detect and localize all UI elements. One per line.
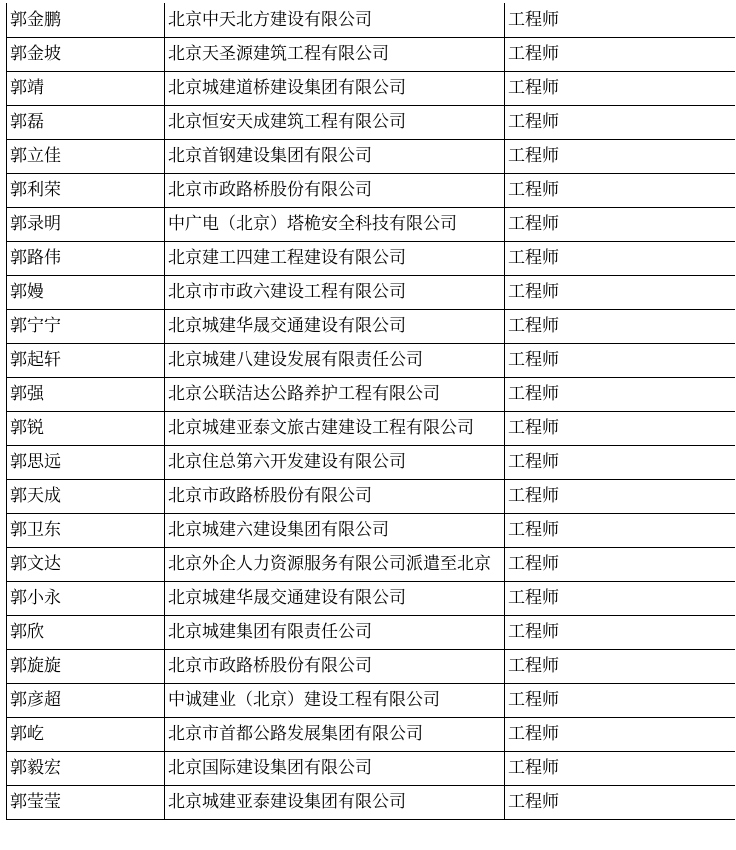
table-row <box>7 275 735 309</box>
name-cell: 郭磊 <box>7 105 165 139</box>
table-row <box>7 377 735 411</box>
table-row <box>7 71 735 105</box>
company-cell: 北京市政路桥股份有限公司 <box>165 173 505 207</box>
name-cell: 郭起轩 <box>7 343 165 377</box>
name-cell: 郭彦超 <box>7 683 165 717</box>
table-row <box>7 411 735 445</box>
name-cell: 郭卫东 <box>7 513 165 547</box>
name-cell: 郭锐 <box>7 411 165 445</box>
table-row <box>7 37 735 71</box>
table-row <box>7 207 735 241</box>
title-cell: 工程师 <box>505 309 735 343</box>
name-cell: 郭旋旋 <box>7 649 165 683</box>
title-cell: 工程师 <box>505 445 735 479</box>
name-cell: 郭文达 <box>7 547 165 581</box>
company-cell: 北京城建六建设集团有限公司 <box>165 513 505 547</box>
name-cell: 郭立佳 <box>7 139 165 173</box>
table-row <box>7 241 735 275</box>
table-row <box>7 615 735 649</box>
table-row <box>7 785 735 819</box>
title-cell: 工程师 <box>505 717 735 751</box>
company-cell: 中诚建业（北京）建设工程有限公司 <box>165 683 505 717</box>
company-cell: 北京市市政六建设工程有限公司 <box>165 275 505 309</box>
title-cell: 工程师 <box>505 139 735 173</box>
table-row <box>7 717 735 751</box>
company-cell: 北京恒安天成建筑工程有限公司 <box>165 105 505 139</box>
name-cell: 郭路伟 <box>7 241 165 275</box>
table-row <box>7 3 735 37</box>
company-cell: 北京城建亚泰建设集团有限公司 <box>165 785 505 819</box>
title-cell: 工程师 <box>505 615 735 649</box>
company-cell: 北京首钢建设集团有限公司 <box>165 139 505 173</box>
title-cell: 工程师 <box>505 683 735 717</box>
name-cell: 郭天成 <box>7 479 165 513</box>
name-cell: 郭宁宁 <box>7 309 165 343</box>
table-row <box>7 751 735 785</box>
table-row <box>7 479 735 513</box>
table-row <box>7 173 735 207</box>
table-row <box>7 343 735 377</box>
title-cell: 工程师 <box>505 479 735 513</box>
name-cell: 郭思远 <box>7 445 165 479</box>
table-row <box>7 547 735 581</box>
company-cell: 北京城建亚泰文旅古建建设工程有限公司 <box>165 411 505 445</box>
company-cell: 北京国际建设集团有限公司 <box>165 751 505 785</box>
company-cell: 北京中天北方建设有限公司 <box>165 3 505 37</box>
title-cell: 工程师 <box>505 3 735 37</box>
table-row <box>7 513 735 547</box>
title-cell: 工程师 <box>505 377 735 411</box>
table-row <box>7 581 735 615</box>
title-cell: 工程师 <box>505 275 735 309</box>
title-cell: 工程师 <box>505 649 735 683</box>
table-row <box>7 105 735 139</box>
company-cell: 北京市政路桥股份有限公司 <box>165 479 505 513</box>
name-cell: 郭莹莹 <box>7 785 165 819</box>
title-cell: 工程师 <box>505 513 735 547</box>
title-cell: 工程师 <box>505 173 735 207</box>
roster-table <box>6 3 735 820</box>
table-row <box>7 139 735 173</box>
company-cell: 北京建工四建工程建设有限公司 <box>165 241 505 275</box>
name-cell: 郭金坡 <box>7 37 165 71</box>
title-cell: 工程师 <box>505 411 735 445</box>
title-cell: 工程师 <box>505 547 735 581</box>
name-cell: 郭屹 <box>7 717 165 751</box>
company-cell: 北京城建华晟交通建设有限公司 <box>165 581 505 615</box>
name-cell: 郭金鹏 <box>7 3 165 37</box>
company-cell: 北京市政路桥股份有限公司 <box>165 649 505 683</box>
company-cell: 北京外企人力资源服务有限公司派遣至北京 <box>165 547 505 581</box>
company-cell: 北京城建集团有限责任公司 <box>165 615 505 649</box>
roster-body <box>7 3 735 819</box>
table-row <box>7 683 735 717</box>
company-cell: 北京城建八建设发展有限责任公司 <box>165 343 505 377</box>
title-cell: 工程师 <box>505 105 735 139</box>
name-cell: 郭小永 <box>7 581 165 615</box>
company-cell: 北京城建华晟交通建设有限公司 <box>165 309 505 343</box>
table-row <box>7 309 735 343</box>
company-cell: 北京城建道桥建设集团有限公司 <box>165 71 505 105</box>
name-cell: 郭嫚 <box>7 275 165 309</box>
name-cell: 郭毅宏 <box>7 751 165 785</box>
company-cell: 中广电（北京）塔桅安全科技有限公司 <box>165 207 505 241</box>
name-cell: 郭靖 <box>7 71 165 105</box>
name-cell: 郭利荣 <box>7 173 165 207</box>
table-row <box>7 649 735 683</box>
title-cell: 工程师 <box>505 207 735 241</box>
table-row <box>7 445 735 479</box>
title-cell: 工程师 <box>505 785 735 819</box>
name-cell: 郭欣 <box>7 615 165 649</box>
company-cell: 北京住总第六开发建设有限公司 <box>165 445 505 479</box>
title-cell: 工程师 <box>505 581 735 615</box>
company-cell: 北京市首都公路发展集团有限公司 <box>165 717 505 751</box>
company-cell: 北京天圣源建筑工程有限公司 <box>165 37 505 71</box>
company-cell: 北京公联洁达公路养护工程有限公司 <box>165 377 505 411</box>
name-cell: 郭录明 <box>7 207 165 241</box>
title-cell: 工程师 <box>505 343 735 377</box>
title-cell: 工程师 <box>505 241 735 275</box>
name-cell: 郭强 <box>7 377 165 411</box>
title-cell: 工程师 <box>505 37 735 71</box>
title-cell: 工程师 <box>505 751 735 785</box>
title-cell: 工程师 <box>505 71 735 105</box>
